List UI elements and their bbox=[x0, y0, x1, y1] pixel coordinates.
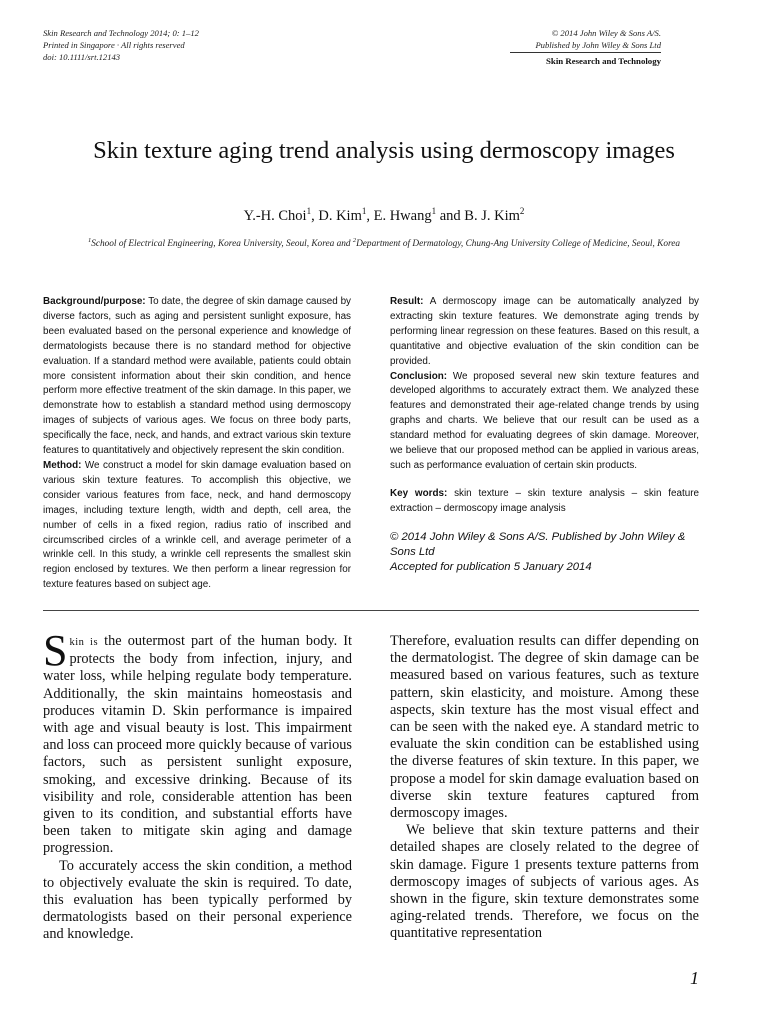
section-text: skin texture – skin texture analysis – skin feature extraction – dermoscopy image analysis bbox=[390, 487, 699, 514]
author-separator: , bbox=[311, 207, 319, 224]
keywords bbox=[390, 487, 699, 517]
abstract-result bbox=[390, 295, 699, 370]
paragraph-text: the outermost part of the human body. It protects the body from infection, injury, and water loss, while helping regulate body temperature. Additionally, the skin maintains homeostasis and produces vitamin D. Skin performance is impaired with age and visual beauty is lost. This impairment and loss can proceed more quickly because of various factors, such as persistent sunlight exposure, smoking, and excessive drinking. Because of its visibility and role, considerable attention has been given to its condition, and substantial efforts have been taken to mitigate skin aging and damage progression. bbox=[43, 633, 352, 857]
author-affil-mark: 1 bbox=[431, 206, 437, 216]
author-name: E. Hwang bbox=[373, 207, 432, 224]
journal-name: Skin Research and Technology bbox=[546, 56, 661, 66]
affiliation-1: School of Electrical Engineering, Korea University, Seoul, Korea and bbox=[91, 239, 353, 250]
author-separator: , bbox=[366, 207, 374, 224]
running-header-right bbox=[431, 27, 661, 51]
body-paragraph: We believe that skin texture patterns and their detailed shapes are closely related to the degree of skin damage. Figure 1 presents texture patterns from dermoscopy images of subjects of various ages. As shown in the figure, skin texture demonstrates some aging-related trends. Therefore, we focus on the quantitative representation bbox=[390, 822, 699, 942]
section-label: Background/purpose: bbox=[43, 296, 146, 307]
drop-cap: S bbox=[43, 626, 68, 675]
section-text: We construct a model for skin damage evaluation based on various skin texture features. To accomplish this objective, we consider various features from face, neck, and hand dermoscopy images, including texture length, width and depth, cell area, the number of cells in a fixed region, radius ratio of inscribed and circumscribed circles of a wrinkle cell, and average perimeter of a wrinkle cell. In this study, a wrinkle cell represents the smallest skin region enclosed by textures. We then perform a linear regression for texture features based on subject age. bbox=[43, 459, 351, 591]
section-label: Key words: bbox=[390, 487, 448, 499]
small-caps-lead: kin is bbox=[69, 637, 99, 648]
journal-citation: Skin Research and Technology 2014; 0: 1–12 bbox=[43, 28, 199, 38]
affiliations bbox=[60, 234, 708, 251]
doi: doi: 10.1111/srt.12143 bbox=[43, 52, 121, 63]
author-affil-mark: 1 bbox=[361, 206, 367, 216]
affiliation-2: Department of Dermatology, Chung-Ang University College of Medicine, Seoul, Korea bbox=[356, 239, 681, 250]
page-number: 1 bbox=[690, 968, 699, 988]
section-label: Method: bbox=[43, 459, 82, 471]
affil-mark: 2 bbox=[352, 237, 357, 244]
affil-mark: 1 bbox=[87, 237, 92, 244]
abstract-left-column bbox=[43, 295, 351, 593]
body-paragraph bbox=[43, 626, 352, 858]
header-divider bbox=[510, 52, 661, 53]
section-label: Result: bbox=[390, 296, 424, 307]
abstract-conclusion bbox=[390, 370, 699, 474]
section-text: We proposed several new skin texture features and developed algorithms to accurately extract them. We analyzed these features and demonstrated their age-related change trends by using graphs and charts. We believe that our result can be used as a standard method for evaluating degrees of skin damage. Moreover, we believe that our proposed method can be applied in various areas, such as performance evaluation of certain skin products. bbox=[390, 370, 699, 471]
abstract-method bbox=[43, 459, 351, 593]
section-text: To date, the degree of skin damage caused by diverse factors, such as aging and persistent sunlight exposure, has been evaluated based on the personal experience and knowledge of dermatologists because there is no standard method for objective evaluation. If a standard method were available, patients could obtain more consistent information about their skin condition, and hence perform more effective treatment of the skin damage. In this paper, we demonstrate how to establish a standard method using dermoscopy images of subjects of various ages. We focus on three body parts, specifically the face, neck, and hands, and extract various skin texture features to quantitatively and objectively represent the skin condition. bbox=[43, 296, 351, 457]
running-header-left bbox=[43, 27, 199, 64]
author-affil-mark: 1 bbox=[306, 206, 312, 216]
abstract-copyright bbox=[390, 530, 699, 575]
author-name: Y.-H. Choi bbox=[243, 207, 307, 224]
abstract-right-column bbox=[390, 295, 699, 575]
print-info: Printed in Singapore · All rights reserved bbox=[43, 40, 185, 51]
body-left-column bbox=[43, 626, 352, 944]
copyright-text: © 2014 John Wiley & Sons A/S. Published by John Wiley & Sons Ltd bbox=[390, 530, 686, 558]
section-text: A dermoscopy image can be automatically analyzed by extracting skin texture features. We demonstrate aging trends by performing linear regression on these features. Based on this result, a quantitative and objective evaluation of the skin condition can be provided. bbox=[390, 296, 699, 367]
section-label: Conclusion: bbox=[390, 370, 448, 382]
author-name: B. J. Kim bbox=[464, 207, 520, 224]
body-right-column bbox=[390, 633, 699, 943]
abstract-background bbox=[43, 295, 351, 459]
author-name: D. Kim bbox=[318, 207, 362, 224]
accepted-date: Accepted for publication 5 January 2014 bbox=[390, 560, 592, 573]
copyright-line: © 2014 John Wiley & Sons A/S. bbox=[551, 28, 661, 38]
author-affil-mark: 2 bbox=[519, 206, 525, 216]
body-paragraph: Therefore, evaluation results can differ depending on the dermatologist. The degree of skin damage can be measured based on various features, such as texture pattern, skin elasticity, and moisture. Among these aspects, skin texture has the most visual effect and can be seen with the naked eye. A standard metric to evaluate the skin condition can be established using the diverse features of skin texture. In this paper, we propose a model for skin damage evaluation based on diverse skin texture features captured from dermoscopy images. bbox=[390, 633, 699, 822]
author-separator: and bbox=[436, 207, 465, 224]
author-list bbox=[70, 206, 698, 225]
abstract-divider bbox=[43, 610, 699, 611]
publisher-line: Published by John Wiley & Sons Ltd bbox=[535, 40, 661, 51]
paper-title: Skin texture aging trend analysis using dermoscopy images bbox=[93, 137, 675, 164]
body-paragraph: To accurately access the skin condition, a method to objectively evaluate the skin is required. To date, this evaluation has been typically performed by dermatologists based on their personal experience and knowledge. bbox=[43, 857, 352, 943]
